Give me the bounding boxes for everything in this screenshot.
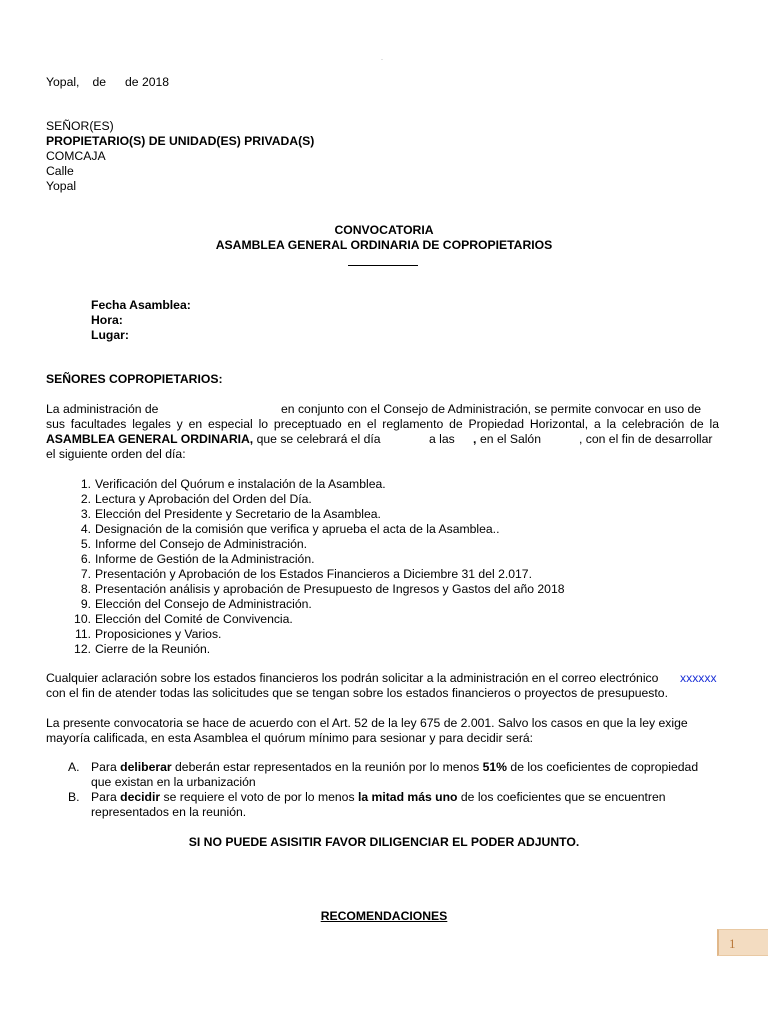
agenda-list <box>68 477 565 657</box>
agenda-item <box>68 597 565 612</box>
agenda-item-number: 6. <box>80 552 91 566</box>
recipient-street: Calle <box>46 164 74 178</box>
rule-a-post: de los coeficientes de copropiedad <box>510 760 699 774</box>
clarification-text: Cualquier aclaración sobre los estados financieros los podrán solicitar a la administración en el correo electrónico <box>46 671 659 685</box>
rule-b-mid: se requiere el voto de por lo menos <box>163 790 355 804</box>
agenda-item-text: Proposiciones y Varios. <box>95 627 222 641</box>
de-text: de <box>92 75 106 89</box>
recipient-city: Yopal <box>46 179 77 193</box>
agenda-item-number: 3. <box>80 507 91 521</box>
recipient-block <box>46 119 314 194</box>
rule-b-label: B. <box>68 790 80 804</box>
agenda-item-text: Informe del Consejo de Administración. <box>95 537 308 551</box>
rule-b <box>68 790 719 820</box>
agenda-item-number: 1. <box>80 477 91 491</box>
rule-a-pre: Para <box>91 760 117 774</box>
place-label: Lugar: <box>91 328 129 342</box>
date-label: Fecha Asamblea: <box>91 298 191 312</box>
agenda-item <box>68 522 565 537</box>
agenda-item-number: 4. <box>80 522 91 536</box>
intro-time-text: a las <box>429 432 455 446</box>
intro-purpose-text: , con el fin de desarrollar <box>579 432 713 446</box>
agenda-item <box>68 537 565 552</box>
agenda-item-text: Elección del Consejo de Administración. <box>95 597 312 611</box>
intro-room-text: en el Salón <box>480 432 541 446</box>
email-link[interactable]: xxxxxx <box>680 671 717 685</box>
city-text: Yopal, <box>46 75 80 89</box>
agenda-item-number: 2. <box>80 492 91 506</box>
intro-line-3 <box>46 432 719 447</box>
agenda-item-text: Designación de la comisión que verifica y aprueba el acta de la Asamblea.. <box>95 522 500 536</box>
recipient-org: COMCAJA <box>46 149 106 163</box>
agenda-item <box>68 627 565 642</box>
top-dot: · <box>381 57 383 63</box>
rule-b-bold-2: la mitad más uno <box>357 790 458 804</box>
rule-a <box>68 760 719 790</box>
agenda-item-number: 8. <box>80 582 91 596</box>
greeting: SEÑORES COPROPIETARIOS: <box>46 372 223 386</box>
year-text: de 2018 <box>125 75 170 89</box>
agenda-item-number: 7. <box>80 567 91 581</box>
salutation: SEÑOR(ES) <box>46 119 114 133</box>
rule-b-line-2: representados en la reunión. <box>91 805 247 819</box>
recipient-title: PROPIETARIO(S) DE UNIDAD(ES) PRIVADA(S) <box>46 134 315 148</box>
agenda-item <box>68 582 565 597</box>
rule-a-line-1 <box>91 760 719 775</box>
rule-a-percent: 51% <box>482 760 508 774</box>
agenda-item-number: 9. <box>80 597 91 611</box>
heading-asamblea: ASAMBLEA GENERAL ORDINARIA DE COPROPIETARIOS <box>215 238 553 252</box>
rule-a-label: A. <box>68 760 80 774</box>
intro-council-text: en conjunto con el Consejo de Administración, se permite convocar en uso de <box>281 402 702 416</box>
agenda-item <box>68 492 565 507</box>
agenda-item-text: Informe de Gestión de la Administración. <box>95 552 315 566</box>
rule-a-bold: deliberar <box>120 760 172 774</box>
heading-convocatoria: CONVOCATORIA <box>334 223 434 237</box>
intro-line-4: el siguiente orden del día: <box>46 447 186 461</box>
agenda-item-number: 10. <box>74 612 91 626</box>
agenda-item <box>68 642 565 657</box>
legal-line-1: La presente convocatoria se hace de acuerdo con el Art. 52 de la ley 675 de 2.001. Salvo los casos en que la ley exige <box>46 716 688 730</box>
clarification-line-2: con el fin de atender todas las solicitudes que se tengan sobre los estados financieros o proyectos de presupuesto. <box>46 686 668 700</box>
intro-comma: , <box>473 432 477 446</box>
rule-a-mid: deberán estar representados en la reunión por lo menos <box>175 760 480 774</box>
agenda-item-text: Cierre de la Reunión. <box>95 642 211 656</box>
clarification-line-1 <box>46 671 719 686</box>
agenda-item <box>68 567 565 582</box>
agenda-item-number: 11. <box>74 627 91 641</box>
meeting-details <box>91 298 191 343</box>
agenda-item <box>68 477 565 492</box>
agenda-item-text: Verificación del Quórum e instalación de la Asamblea. <box>95 477 386 491</box>
intro-day-text: que se celebrará el día <box>256 432 381 446</box>
date-line <box>46 75 169 90</box>
legal-line-2: mayoría calificada, en esta Asamblea el quórum mínimo para sesionar y para decidir será: <box>46 731 534 745</box>
notice: SI NO PUEDE ASISITIR FAVOR DILIGENCIAR EL PODER ADJUNTO. <box>188 835 580 849</box>
intro-line-1 <box>46 402 719 417</box>
agenda-item-text: Presentación análisis y aprobación de Presupuesto de Ingresos y Gastos del año 2018 <box>95 582 565 596</box>
rule-b-bold: decidir <box>120 790 161 804</box>
rule-b-pre: Para <box>91 790 117 804</box>
rule-b-post: de los coeficientes que se encuentren <box>460 790 666 804</box>
agenda-item-number: 5. <box>80 537 91 551</box>
agenda-item-text: Elección del Presidente y Secretario de la Asamblea. <box>95 507 381 521</box>
heading-separator <box>348 265 418 266</box>
agenda-item <box>68 612 565 627</box>
rule-b-line-1 <box>91 790 719 805</box>
agenda-item <box>68 552 565 567</box>
recommendations-heading: RECOMENDACIONES <box>320 909 448 923</box>
intro-line-2: sus facultades legales y en especial lo preceptuado en el reglamento de Propiedad Horizontal, a la celebración de la <box>46 417 719 431</box>
intro-admin-text: La administración de <box>46 402 159 416</box>
agenda-item-number: 12. <box>74 642 91 656</box>
agenda-item <box>68 507 565 522</box>
agenda-item-text: Presentación y Aprobación de los Estados Financieros a Diciembre 31 del 2.017. <box>95 567 532 581</box>
agenda-item-text: Elección del Comité de Convivencia. <box>95 612 293 626</box>
time-label: Hora: <box>91 313 123 327</box>
agenda-item-text: Lectura y Aprobación del Orden del Día. <box>95 492 312 506</box>
intro-assembly-bold: ASAMBLEA GENERAL ORDINARIA, <box>46 432 254 446</box>
rule-a-line-2: que existan en la urbanización <box>91 775 256 789</box>
page-number: 1 <box>717 929 768 956</box>
